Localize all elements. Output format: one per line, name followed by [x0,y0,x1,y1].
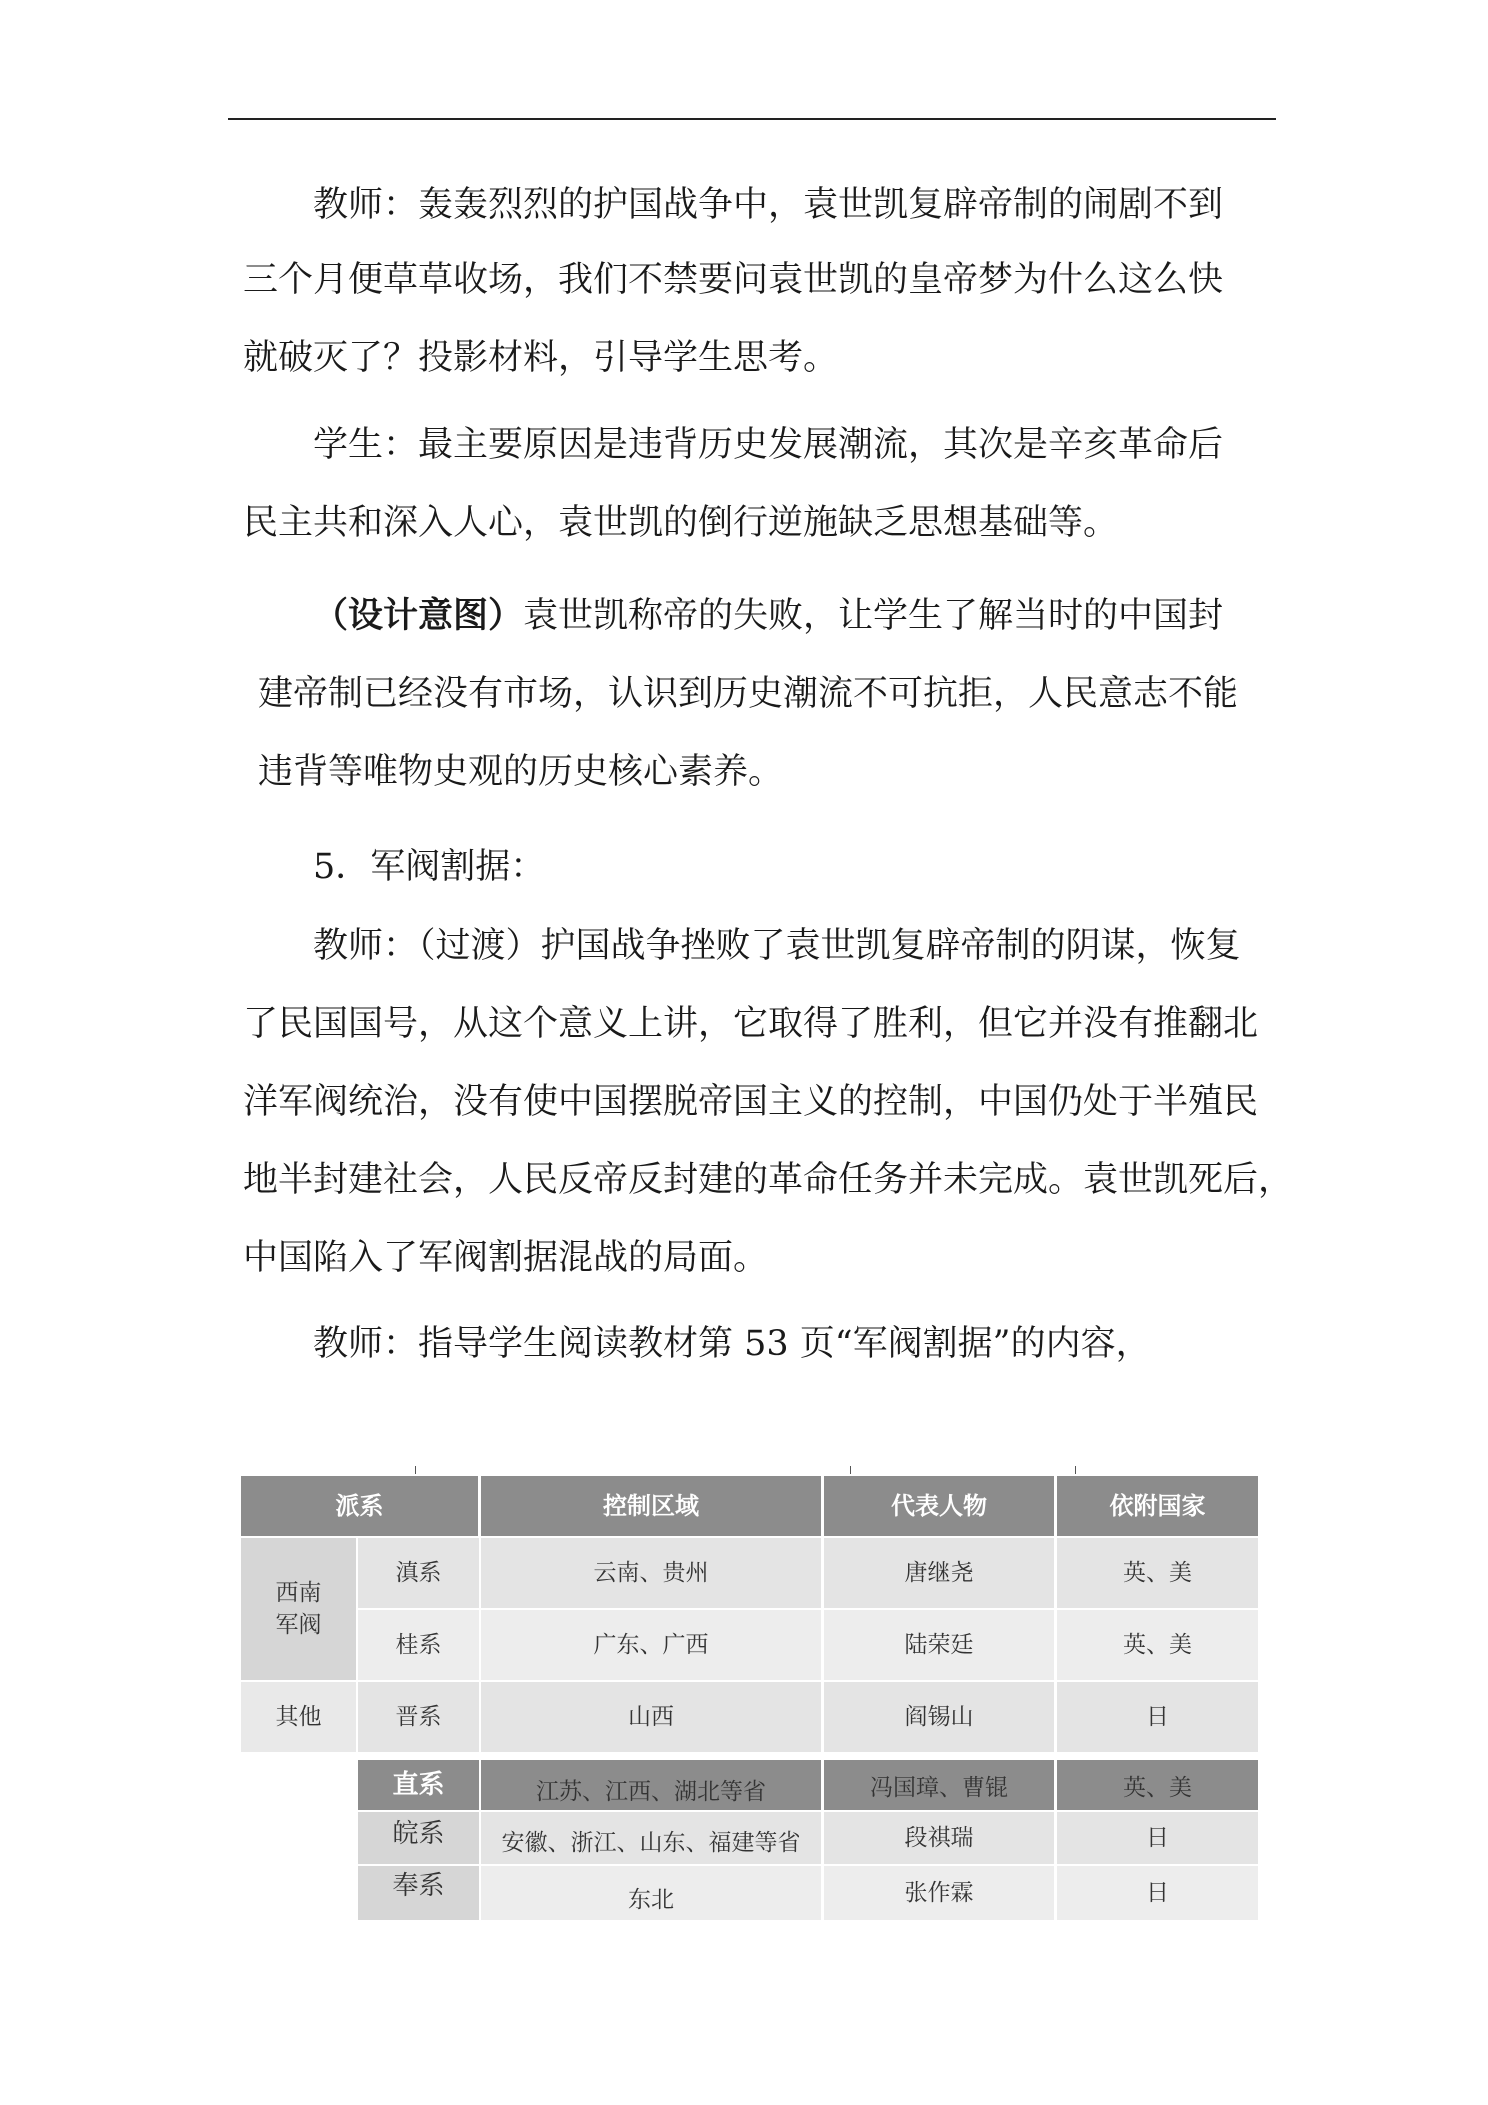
backer-cell: 日 [1057,1812,1258,1864]
header-backer: 依附国家 [1057,1476,1258,1536]
backer-cell: 日 [1057,1866,1258,1920]
backer-cell: 日 [1057,1682,1258,1752]
paragraph-line: 教师：指导学生阅读教材第 53 页“军阀割据”的内容， [313,1324,1151,1364]
paragraph-line: 违背等唯物史观的历史核心素养。 [258,752,784,792]
figure-text: 冯国璋、曹锟 [870,1775,1008,1801]
figure-cell [824,1760,1054,1810]
paragraph-line: 洋军阀统治，没有使中国摆脱帝国主义的控制，中国仍处于半殖民 [243,1082,1259,1122]
design-intent-text: 袁世凯称帝的失败，让学生了解当时的中国封 [523,596,1224,636]
paragraph-line: 了民国国号，从这个意义上讲，它取得了胜利，但它并没有推翻北 [243,1004,1259,1044]
table-tick [850,1466,851,1474]
header-rule [228,118,1276,120]
group-southwest-label: 西南军阀 [275,1580,322,1638]
faction-cell: 奉系 [358,1866,479,1920]
group-southwest [241,1538,356,1680]
group-other: 其他 [241,1682,356,1752]
region-text: 江苏、江西、湖北等省 [536,1779,766,1805]
backer-cell: 英、美 [1057,1610,1258,1680]
paragraph-line: 就破灭了？投影材料，引导学生思考。 [243,338,839,378]
header-faction: 派系 [241,1476,478,1536]
paragraph-line: 中国陷入了军阀割据混战的局面。 [243,1238,769,1278]
paragraph-line: 教师：（过渡）护国战争挫败了袁世凯复辟帝制的阴谋，恢复 [313,926,1241,966]
region-cell: 云南、贵州 [481,1538,821,1608]
design-intent-label: （设计意图） [313,595,524,636]
region-cell: 山西 [481,1682,821,1752]
region-cell [481,1760,821,1810]
paragraph-line: 民主共和深入人心，袁世凯的倒行逆施缺乏思想基础等。 [243,503,1119,543]
region-cell: 东北 [481,1866,821,1920]
faction-cell: 直系 [358,1760,479,1810]
figure-cell: 陆荣廷 [824,1610,1054,1680]
backer-text: 英、美 [1123,1775,1192,1801]
paragraph-line: 三个月便草草收场，我们不禁要问袁世凯的皇帝梦为什么这么快 [243,260,1224,300]
backer-cell: 英、美 [1057,1538,1258,1608]
header-region: 控制区域 [481,1476,821,1536]
table-tick [1075,1466,1076,1474]
region-cell: 广东、广西 [481,1610,821,1680]
paragraph-line: 学生：最主要原因是违背历史发展潮流，其次是辛亥革命后 [313,425,1224,465]
paragraph-line: 地半封建社会，人民反帝反封建的革命任务并未完成。袁世凯死后， [243,1160,1294,1200]
figure-cell: 段祺瑞 [824,1812,1054,1864]
faction-cell: 滇系 [358,1538,479,1608]
backer-cell [1057,1760,1258,1810]
figure-cell: 张作霖 [824,1866,1054,1920]
figure-cell: 唐继尧 [824,1538,1054,1608]
faction-cell: 皖系 [358,1812,479,1864]
faction-cell: 晋系 [358,1682,479,1752]
figure-cell: 阎锡山 [824,1682,1054,1752]
faction-cell: 桂系 [358,1610,479,1680]
design-intent-line [313,594,1223,638]
table-tick [415,1466,416,1474]
region-cell: 安徽、浙江、山东、福建等省 [481,1812,821,1864]
section-heading: 5．军阀割据： [313,847,546,887]
header-figure: 代表人物 [824,1476,1054,1536]
paragraph-line: 建帝制已经没有市场，认识到历史潮流不可抗拒，人民意志不能 [258,674,1239,714]
paragraph-line: 教师：轰轰烈烈的护国战争中，袁世凯复辟帝制的闹剧不到 [313,185,1224,225]
